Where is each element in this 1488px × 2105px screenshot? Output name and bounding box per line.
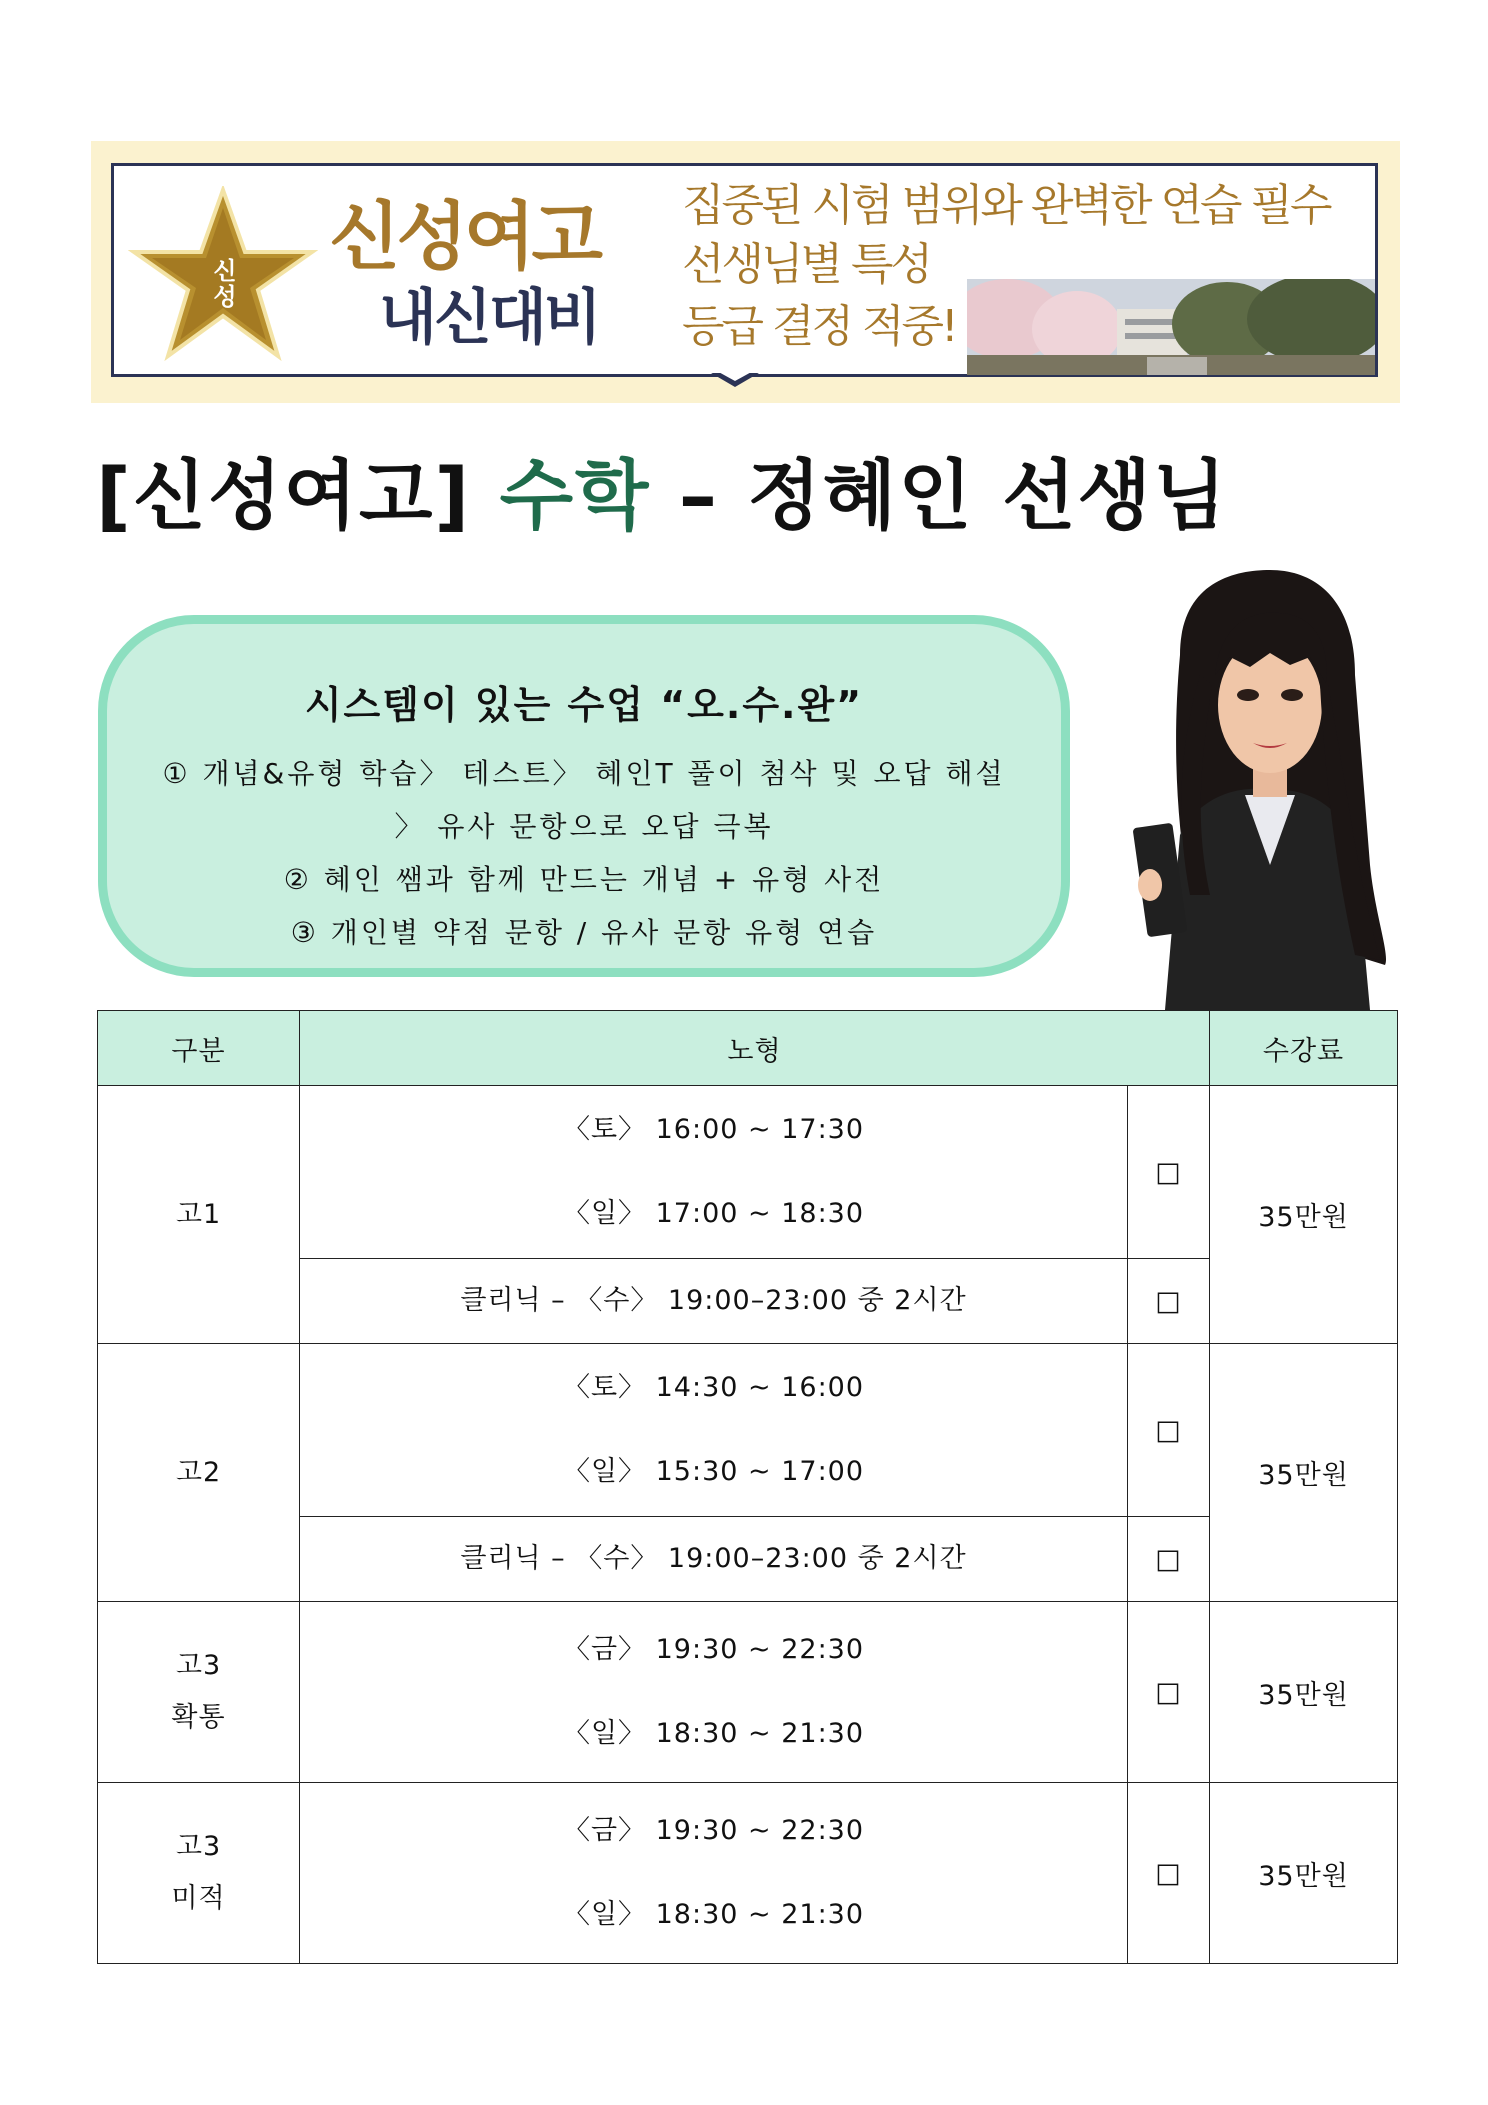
time-slots-cell (300, 1086, 1128, 1259)
time-slot: 〈일〉 18:30 ~ 21:30 (562, 1718, 865, 1749)
grade-cell (98, 1344, 300, 1602)
banner-tagline-2: 선생님별 특성 (682, 239, 931, 290)
fee-cell: 35만원 (1210, 1086, 1398, 1344)
time-slots-cell (300, 1602, 1128, 1783)
fee-cell: 35만원 (1210, 1602, 1398, 1783)
grade-label: 고2 (175, 1456, 222, 1488)
time-slot: 〈토〉 16:00 ~ 17:30 (562, 1114, 865, 1145)
banner-school-name: 신성여고 (329, 194, 599, 280)
time-slot: 〈일〉 15:30 ~ 17:00 (562, 1456, 865, 1487)
grade-track: 미적 (171, 1883, 226, 1914)
intro-heading: 시스템이 있는 수업 “오.수.완” (304, 683, 864, 727)
title-dash: – (678, 451, 719, 540)
title-teacher: 정혜인 선생님 (747, 451, 1229, 540)
time-slots-cell (300, 1783, 1128, 1964)
table-row (98, 1783, 1398, 1964)
intro-line-4: ③ 개인별 약점 문항 / 유사 문항 유형 연습 (290, 916, 878, 949)
title-subject: 수학 (499, 451, 651, 540)
table-row (98, 1602, 1398, 1783)
header-fee: 수강료 (1210, 1011, 1398, 1086)
enroll-checkbox[interactable]: □ (1128, 1086, 1210, 1259)
banner-panel (111, 163, 1378, 377)
grade-cell (98, 1602, 300, 1783)
clinic-cell: 클리닉 – 〈수〉 19:00–23:00 중 2시간 (300, 1259, 1128, 1344)
time-slot: 〈금〉 19:30 ~ 22:30 (562, 1634, 865, 1665)
time-slot: 〈토〉 14:30 ~ 16:00 (562, 1372, 865, 1403)
table-header-row (98, 1011, 1398, 1086)
fee-cell: 35만원 (1210, 1783, 1398, 1964)
grade-track: 확통 (171, 1702, 226, 1733)
banner-exam-prep: 내신대비 (379, 283, 599, 353)
banner (91, 141, 1400, 403)
schedule-table (97, 1010, 1398, 1964)
header-schedule: 노형 (300, 1011, 1210, 1086)
banner-tagline-1: 집중된 시험 범위와 완벽한 연습 필수 (682, 180, 1330, 231)
header-category: 구분 (98, 1011, 300, 1086)
school-campus-photo (967, 279, 1375, 375)
teacher-illustration (1120, 565, 1400, 1010)
fee-cell: 35만원 (1210, 1344, 1398, 1602)
grade-label: 고3 (175, 1831, 222, 1862)
course-intro-box (98, 615, 1070, 977)
title-school: [신성여고] (96, 451, 472, 540)
intro-line-1: ① 개념&유형 학습〉 테스트〉 혜인T 풀이 첨삭 및 오답 해설 (162, 757, 1006, 790)
enroll-checkbox[interactable]: □ (1128, 1602, 1210, 1783)
table-row (98, 1344, 1398, 1517)
grade-label: 고3 (175, 1650, 222, 1681)
enroll-checkbox[interactable]: □ (1128, 1344, 1210, 1517)
intro-line-3: ② 혜인 쌤과 함께 만드는 개념 + 유형 사전 (283, 863, 885, 896)
intro-line-2: 〉 유사 문항으로 오답 극복 (394, 810, 774, 843)
banner-pointer (711, 373, 759, 387)
time-slot: 〈일〉 17:00 ~ 18:30 (562, 1198, 865, 1229)
time-slot: 〈금〉 19:30 ~ 22:30 (562, 1815, 865, 1846)
clinic-checkbox[interactable]: □ (1128, 1517, 1210, 1602)
table-row (98, 1086, 1398, 1259)
grade-cell (98, 1783, 300, 1964)
enroll-checkbox[interactable]: □ (1128, 1783, 1210, 1964)
clinic-cell: 클리닉 – 〈수〉 19:00–23:00 중 2시간 (300, 1517, 1128, 1602)
banner-tagline-3: 등급 결정 적중! (682, 301, 956, 352)
star-text: 신성 (213, 257, 237, 311)
clinic-checkbox[interactable]: □ (1128, 1259, 1210, 1344)
time-slots-cell (300, 1344, 1128, 1517)
grade-cell (98, 1086, 300, 1344)
grade-label: 고1 (175, 1198, 222, 1230)
time-slot: 〈일〉 18:30 ~ 21:30 (562, 1899, 865, 1930)
page-title (96, 448, 1228, 544)
